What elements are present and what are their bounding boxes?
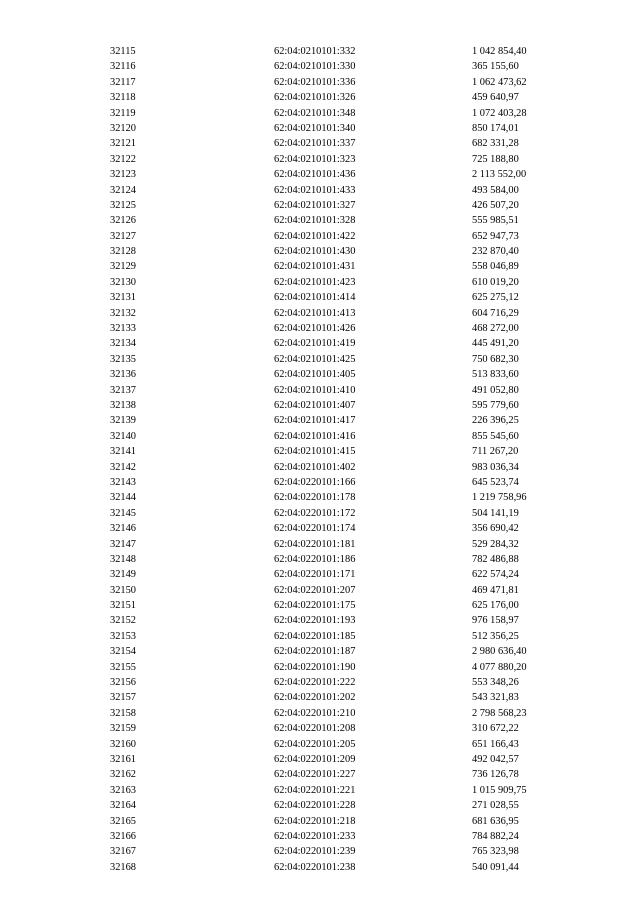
table-row	[0, 444, 640, 459]
table-row	[0, 429, 640, 444]
row-number-cell: 32144	[110, 492, 136, 504]
cadastral-number-cell: 62:04:0220101:210	[274, 707, 356, 719]
table-row	[0, 398, 640, 413]
row-number-cell: 32120	[110, 122, 136, 134]
cadastral-number-cell: 62:04:0210101:336	[274, 76, 356, 88]
row-number-cell: 32153	[110, 630, 136, 642]
cadastral-value-cell: 529 284,32	[472, 538, 519, 550]
table-row	[0, 321, 640, 336]
row-number-cell: 32125	[110, 199, 136, 211]
table-row	[0, 552, 640, 567]
table-row	[0, 136, 640, 151]
cadastral-number-cell: 62:04:0210101:430	[274, 246, 356, 258]
cadastral-value-cell: 492 042,57	[472, 753, 519, 765]
cadastral-value-cell: 232 870,40	[472, 246, 519, 258]
cadastral-number-cell: 62:04:0210101:414	[274, 292, 356, 304]
row-number-cell: 32143	[110, 476, 136, 488]
cadastral-value-cell: 983 036,34	[472, 461, 519, 473]
table-row	[0, 90, 640, 105]
cadastral-number-cell: 62:04:0220101:181	[274, 538, 356, 550]
cadastral-number-cell: 62:04:0210101:426	[274, 323, 356, 335]
cadastral-value-cell: 622 574,24	[472, 569, 519, 581]
cadastral-value-cell: 459 640,97	[472, 92, 519, 104]
row-number-cell: 32155	[110, 661, 136, 673]
cadastral-number-cell: 62:04:0210101:330	[274, 61, 356, 73]
cadastral-number-cell: 62:04:0220101:186	[274, 553, 356, 565]
cadastral-value-cell: 784 882,24	[472, 830, 519, 842]
cadastral-number-cell: 62:04:0220101:171	[274, 569, 356, 581]
row-number-cell: 32137	[110, 384, 136, 396]
cadastral-value-cell: 558 046,89	[472, 261, 519, 273]
cadastral-value-cell: 625 275,12	[472, 292, 519, 304]
cadastral-number-cell: 62:04:0220101:190	[274, 661, 356, 673]
row-number-cell: 32163	[110, 784, 136, 796]
row-number-cell: 32156	[110, 677, 136, 689]
cadastral-value-cell: 365 155,60	[472, 61, 519, 73]
cadastral-value-cell: 226 396,25	[472, 415, 519, 427]
row-number-cell: 32160	[110, 738, 136, 750]
cadastral-number-cell: 62:04:0210101:405	[274, 369, 356, 381]
table-row	[0, 152, 640, 167]
table-row	[0, 583, 640, 598]
table-row	[0, 783, 640, 798]
row-number-cell: 32136	[110, 369, 136, 381]
table-row	[0, 75, 640, 90]
cadastral-number-cell: 62:04:0210101:407	[274, 399, 356, 411]
row-number-cell: 32135	[110, 353, 136, 365]
cadastral-number-cell: 62:04:0220101:175	[274, 600, 356, 612]
row-number-cell: 32151	[110, 600, 136, 612]
cadastral-value-cell: 711 267,20	[472, 446, 519, 458]
table-row	[0, 306, 640, 321]
row-number-cell: 32148	[110, 553, 136, 565]
row-number-cell: 32147	[110, 538, 136, 550]
row-number-cell: 32115	[110, 46, 136, 57]
cadastral-number-cell: 62:04:0220101:227	[274, 769, 356, 781]
cadastral-number-cell: 62:04:0220101:233	[274, 830, 356, 842]
table-row	[0, 336, 640, 351]
cadastral-number-cell: 62:04:0210101:327	[274, 199, 356, 211]
row-number-cell: 32146	[110, 523, 136, 535]
table-row	[0, 767, 640, 782]
row-number-cell: 32154	[110, 646, 136, 658]
cadastral-number-cell: 62:04:0220101:207	[274, 584, 356, 596]
table-row	[0, 721, 640, 736]
row-number-cell: 32145	[110, 507, 136, 519]
row-number-cell: 32132	[110, 307, 136, 319]
cadastral-value-cell: 610 019,20	[472, 276, 519, 288]
table-row	[0, 567, 640, 582]
table-row	[0, 259, 640, 274]
row-number-cell: 32134	[110, 338, 136, 350]
cadastral-number-cell: 62:04:0210101:410	[274, 384, 356, 396]
cadastral-value-cell: 1 072 403,28	[472, 107, 527, 119]
row-number-cell: 32133	[110, 323, 136, 335]
cadastral-number-cell: 62:04:0220101:185	[274, 630, 356, 642]
row-number-cell: 32138	[110, 399, 136, 411]
row-number-cell: 32118	[110, 92, 136, 104]
cadastral-value-cell: 725 188,80	[472, 153, 519, 165]
row-number-cell: 32158	[110, 707, 136, 719]
row-number-cell: 32140	[110, 430, 136, 442]
table-row	[0, 44, 640, 59]
cadastral-value-cell: 1 015 909,75	[472, 784, 527, 796]
table-row	[0, 244, 640, 259]
cadastral-value-cell: 651 166,43	[472, 738, 519, 750]
row-number-cell: 32168	[110, 861, 136, 873]
cadastral-number-cell: 62:04:0220101:218	[274, 815, 356, 827]
row-number-cell: 32131	[110, 292, 136, 304]
cadastral-number-cell: 62:04:0210101:413	[274, 307, 356, 319]
row-number-cell: 32139	[110, 415, 136, 427]
row-number-cell: 32161	[110, 753, 136, 765]
table-row	[0, 660, 640, 675]
cadastral-number-cell: 62:04:0210101:402	[274, 461, 356, 473]
table-row	[0, 690, 640, 705]
table-row	[0, 59, 640, 74]
table-row	[0, 844, 640, 859]
cadastral-value-cell: 493 584,00	[472, 184, 519, 196]
cadastral-value-cell: 491 052,80	[472, 384, 519, 396]
table-row	[0, 598, 640, 613]
cadastral-value-cell: 540 091,44	[472, 861, 519, 873]
cadastral-number-cell: 62:04:0220101:222	[274, 677, 356, 689]
row-number-cell: 32123	[110, 169, 136, 181]
cadastral-number-cell: 62:04:0220101:174	[274, 523, 356, 535]
row-number-cell: 32116	[110, 61, 136, 73]
table-row	[0, 413, 640, 428]
table-row	[0, 675, 640, 690]
cadastral-value-cell: 2 980 636,40	[472, 646, 527, 658]
cadastral-value-cell: 512 356,25	[472, 630, 519, 642]
cadastral-value-cell: 356 690,42	[472, 523, 519, 535]
table-row	[0, 183, 640, 198]
row-number-cell: 32128	[110, 246, 136, 258]
table-row	[0, 198, 640, 213]
cadastral-value-cell: 504 141,19	[472, 507, 519, 519]
cadastral-value-cell: 604 716,29	[472, 307, 519, 319]
cadastral-number-cell: 62:04:0220101:178	[274, 492, 356, 504]
row-number-cell: 32124	[110, 184, 136, 196]
cadastral-value-cell: 310 672,22	[472, 723, 519, 735]
cadastral-value-cell: 555 985,51	[472, 215, 519, 227]
cadastral-value-cell: 855 545,60	[472, 430, 519, 442]
cadastral-value-cell: 750 682,30	[472, 353, 519, 365]
cadastral-value-cell: 445 491,20	[472, 338, 519, 350]
table-row	[0, 213, 640, 228]
table-row	[0, 521, 640, 536]
cadastral-value-cell: 1 062 473,62	[472, 76, 527, 88]
cadastral-number-cell: 62:04:0210101:431	[274, 261, 356, 273]
cadastral-number-cell: 62:04:0210101:328	[274, 215, 356, 227]
cadastral-value-cell: 2 113 552,00	[472, 169, 527, 181]
cadastral-number-cell: 62:04:0220101:228	[274, 800, 356, 812]
cadastral-number-cell: 62:04:0220101:202	[274, 692, 356, 704]
table-row	[0, 460, 640, 475]
cadastral-number-cell: 62:04:0220101:209	[274, 753, 356, 765]
table-row	[0, 121, 640, 136]
cadastral-value-cell: 765 323,98	[472, 846, 519, 858]
cadastral-value-cell: 850 174,01	[472, 122, 519, 134]
table-row	[0, 613, 640, 628]
table-row	[0, 860, 640, 875]
cadastral-number-cell: 62:04:0210101:422	[274, 230, 356, 242]
table-row	[0, 275, 640, 290]
cadastral-value-cell: 469 471,81	[472, 584, 519, 596]
table-row	[0, 167, 640, 182]
row-number-cell: 32165	[110, 815, 136, 827]
cadastral-value-cell: 1 042 854,40	[472, 46, 527, 57]
table-row	[0, 229, 640, 244]
cadastral-value-cell: 553 348,26	[472, 677, 519, 689]
cadastral-number-cell: 62:04:0210101:415	[274, 446, 356, 458]
cadastral-value-cell: 513 833,60	[472, 369, 519, 381]
table-row	[0, 537, 640, 552]
cadastral-number-cell: 62:04:0210101:416	[274, 430, 356, 442]
row-number-cell: 32167	[110, 846, 136, 858]
cadastral-value-cell: 782 486,88	[472, 553, 519, 565]
cadastral-value-cell: 1 219 758,96	[472, 492, 527, 504]
cadastral-value-cell: 271 028,55	[472, 800, 519, 812]
cadastral-number-cell: 62:04:0210101:323	[274, 153, 356, 165]
cadastral-number-cell: 62:04:0220101:193	[274, 615, 356, 627]
table-row	[0, 706, 640, 721]
row-number-cell: 32150	[110, 584, 136, 596]
cadastral-number-cell: 62:04:0220101:166	[274, 476, 356, 488]
cadastral-number-cell: 62:04:0220101:205	[274, 738, 356, 750]
cadastral-number-cell: 62:04:0210101:419	[274, 338, 356, 350]
cadastral-number-cell: 62:04:0210101:340	[274, 122, 356, 134]
cadastral-value-cell: 426 507,20	[472, 199, 519, 211]
cadastral-number-cell: 62:04:0220101:187	[274, 646, 356, 658]
cadastral-value-cell: 645 523,74	[472, 476, 519, 488]
cadastral-value-cell: 976 158,97	[472, 615, 519, 627]
table-row	[0, 106, 640, 121]
cadastral-value-cell: 595 779,60	[472, 399, 519, 411]
table-row	[0, 798, 640, 813]
cadastral-number-cell: 62:04:0220101:239	[274, 846, 356, 858]
table-row	[0, 352, 640, 367]
row-number-cell: 32127	[110, 230, 136, 242]
table-row	[0, 383, 640, 398]
cadastral-number-cell: 62:04:0220101:208	[274, 723, 356, 735]
cadastral-value-cell: 682 331,28	[472, 138, 519, 150]
row-number-cell: 32117	[110, 76, 136, 88]
table-row	[0, 475, 640, 490]
cadastral-number-cell: 62:04:0210101:423	[274, 276, 356, 288]
table-row	[0, 752, 640, 767]
table-row	[0, 506, 640, 521]
row-number-cell: 32162	[110, 769, 136, 781]
row-number-cell: 32142	[110, 461, 136, 473]
cadastral-value-cell: 468 272,00	[472, 323, 519, 335]
cadastral-number-cell: 62:04:0220101:238	[274, 861, 356, 873]
row-number-cell: 32164	[110, 800, 136, 812]
cadastral-value-cell: 625 176,00	[472, 600, 519, 612]
row-number-cell: 32129	[110, 261, 136, 273]
row-number-cell: 32130	[110, 276, 136, 288]
cadastral-value-cell: 4 077 880,20	[472, 661, 527, 673]
table-row	[0, 367, 640, 382]
row-number-cell: 32149	[110, 569, 136, 581]
cadastral-number-cell: 62:04:0210101:436	[274, 169, 356, 181]
cadastral-number-cell: 62:04:0210101:332	[274, 46, 356, 57]
row-number-cell: 32166	[110, 830, 136, 842]
cadastral-number-cell: 62:04:0210101:326	[274, 92, 356, 104]
table-row	[0, 490, 640, 505]
cadastral-value-cell: 543 321,83	[472, 692, 519, 704]
row-number-cell: 32159	[110, 723, 136, 735]
table-row	[0, 629, 640, 644]
cadastral-number-cell: 62:04:0210101:348	[274, 107, 356, 119]
row-number-cell: 32152	[110, 615, 136, 627]
row-number-cell: 32122	[110, 153, 136, 165]
data-table	[0, 44, 640, 875]
cadastral-number-cell: 62:04:0220101:172	[274, 507, 356, 519]
cadastral-value-cell: 652 947,73	[472, 230, 519, 242]
table-row	[0, 290, 640, 305]
cadastral-value-cell: 736 126,78	[472, 769, 519, 781]
row-number-cell: 32121	[110, 138, 136, 150]
table-row	[0, 737, 640, 752]
row-number-cell: 32141	[110, 446, 136, 458]
row-number-cell: 32119	[110, 107, 136, 119]
cadastral-value-cell: 2 798 568,23	[472, 707, 527, 719]
table-row	[0, 829, 640, 844]
row-number-cell: 32157	[110, 692, 136, 704]
cadastral-number-cell: 62:04:0220101:221	[274, 784, 356, 796]
table-row	[0, 814, 640, 829]
cadastral-number-cell: 62:04:0210101:425	[274, 353, 356, 365]
cadastral-number-cell: 62:04:0210101:337	[274, 138, 356, 150]
table-row	[0, 644, 640, 659]
cadastral-number-cell: 62:04:0210101:433	[274, 184, 356, 196]
cadastral-number-cell: 62:04:0210101:417	[274, 415, 356, 427]
row-number-cell: 32126	[110, 215, 136, 227]
cadastral-value-cell: 681 636,95	[472, 815, 519, 827]
